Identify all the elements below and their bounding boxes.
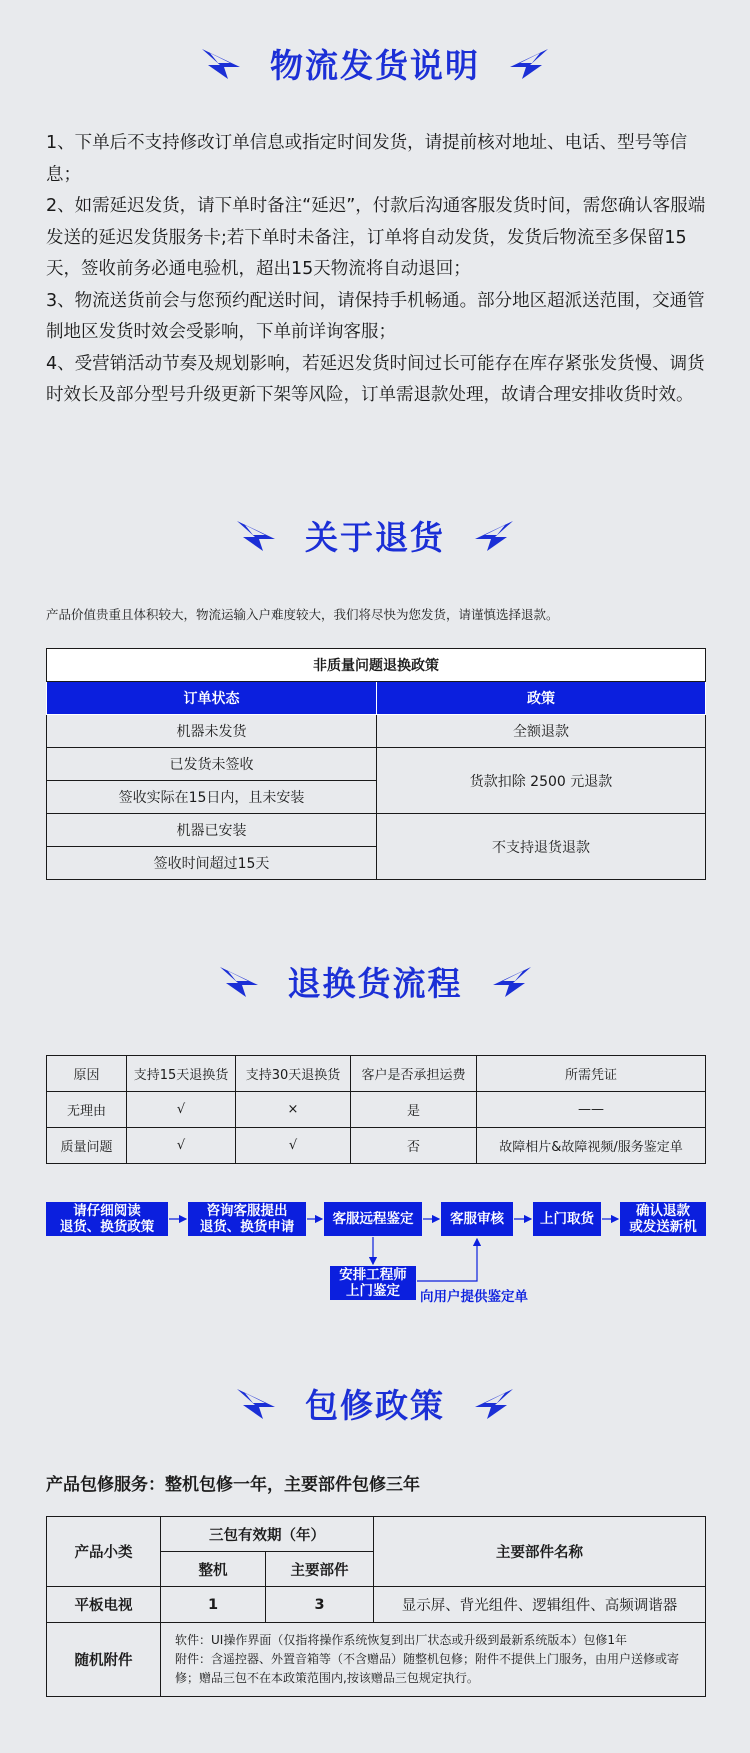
header-main: 主要部件 (266, 1552, 374, 1587)
policy-cell: 全额退款 (377, 715, 706, 748)
arrow-up-icon (417, 1239, 477, 1281)
flow-step-line: 咨询客服提出 (206, 1203, 288, 1219)
header-policy: 政策 (377, 682, 706, 715)
parts-cell: 显示屏、背光组件、逻辑组件、高频调谐器 (374, 1587, 706, 1623)
header-parts: 主要部件名称 (374, 1517, 706, 1587)
shipping-paragraph: 1、下单后不支持修改订单信息或指定时间发货，请提前核对地址、电话、型号等信息； (46, 133, 688, 185)
flow-step-line: 请仔细阅读 (73, 1203, 141, 1219)
header-cell: 支持30天退换货 (236, 1056, 351, 1092)
shipping-title: 物流发货说明 (270, 46, 480, 85)
flow-branch-caption: 向用户提供鉴定单 (420, 1289, 528, 1305)
table-cell: √ (127, 1128, 236, 1164)
whole-cell: 1 (161, 1587, 266, 1623)
header-whole: 整机 (161, 1552, 266, 1587)
status-cell: 签收实际在15日内，且未安装 (47, 781, 377, 814)
category-cell: 平板电视 (47, 1587, 161, 1623)
flow-step-line: 确认退款 (636, 1203, 690, 1219)
flow-step-line: 上门鉴定 (346, 1283, 400, 1299)
policy-cell: 不支持退货退款 (377, 814, 706, 880)
table-cell: 无理由 (47, 1092, 127, 1128)
shipping-paragraph: 3、物流送货前会与您预约配送时间，请保持手机畅通。部分地区超派送范围，交通管制地区发货时效会受影响，下单前详询客服； (46, 290, 705, 342)
accessory-note-cell (161, 1623, 706, 1697)
status-cell: 签收时间超过15天 (47, 847, 377, 880)
table-row (47, 1587, 706, 1623)
table-cell: 质量问题 (47, 1128, 127, 1164)
warranty-table (46, 1516, 706, 1697)
main-cell: 3 (266, 1587, 374, 1623)
flow-step-line: 安排工程师 (339, 1267, 407, 1283)
flow-step-line: 或发送新机 (629, 1219, 697, 1235)
accessory-note-line: 软件：UI操作界面（仅指将操作系统恢复到出厂状态或升级到最新系统版本）包修1年 (175, 1633, 627, 1647)
table-row (47, 1623, 706, 1697)
table-cell: 故障相片&故障视频/服务鉴定单 (477, 1128, 706, 1164)
process-title: 退换货流程 (287, 964, 463, 1003)
section-title-warranty (0, 1380, 750, 1427)
flow-step-line: 上门取货 (540, 1211, 594, 1227)
table-caption: 非质量问题退换政策 (47, 649, 706, 682)
table-cell: √ (127, 1092, 236, 1128)
right-wing-icon (473, 1387, 515, 1421)
left-wing-icon (235, 1387, 277, 1421)
header-cell: 所需凭证 (477, 1056, 706, 1092)
flow-step-line: 客服远程鉴定 (332, 1211, 414, 1227)
status-cell: 机器已安装 (47, 814, 377, 847)
table-cell: 否 (351, 1128, 477, 1164)
shipping-paragraph: 4、受营销活动节奏及规划影响，若延迟发货时间过长可能存在库存紧张发货慢、调货时效长及部分型号升级更新下架等风险，订单需退款处理，故请合理安排收货时效。 (46, 353, 705, 405)
header-cell: 客户是否承担运费 (351, 1056, 477, 1092)
header-category: 产品小类 (47, 1517, 161, 1587)
shipping-paragraph: 2、如需延迟发货，请下单时备注“延迟”，付款后沟通客服发货时间，需您确认客服端发送的延迟发货服务卡;若下单时未备注，订单将自动发货，发货后物流至多保留15天，签收前务必通电验机，超出15天物流将自动退回； (46, 196, 706, 279)
category-cell: 随机附件 (47, 1623, 161, 1697)
table-cell: √ (236, 1128, 351, 1164)
status-cell: 已发货未签收 (47, 748, 377, 781)
returns-note: 产品价值贵重且体积较大，物流运输入户难度较大，我们将尽快为您发货，请谨慎选择退款。 (46, 607, 559, 622)
header-cell: 原因 (47, 1056, 127, 1092)
flow-step-line: 客服审核 (450, 1211, 504, 1227)
header-cell: 支持15天退换货 (127, 1056, 236, 1092)
table-cell: × (236, 1092, 351, 1128)
policy-cell: 货款扣除 2500 元退款 (377, 748, 706, 814)
returns-title: 关于退货 (305, 518, 445, 557)
table-cell: —— (477, 1092, 706, 1128)
status-cell: 机器未发货 (47, 715, 377, 748)
flow-step-line: 退货、换货申请 (199, 1219, 295, 1235)
header-order-status: 订单状态 (47, 682, 377, 715)
warranty-title: 包修政策 (305, 1386, 445, 1425)
flow-step-line: 退货、换货政策 (59, 1219, 155, 1235)
header-period: 三包有效期（年） (161, 1517, 374, 1552)
table-cell: 是 (351, 1092, 477, 1128)
accessory-note-line: 附件：含遥控器、外置音箱等（不含赠品）随整机包修；附件不提供上门服务，由用户送修或寄修；赠品三包不在本政策范围内,按该赠品三包规定执行。 (175, 1652, 680, 1685)
warranty-headline: 产品包修服务：整机包修一年，主要部件包修三年 (46, 1475, 420, 1495)
